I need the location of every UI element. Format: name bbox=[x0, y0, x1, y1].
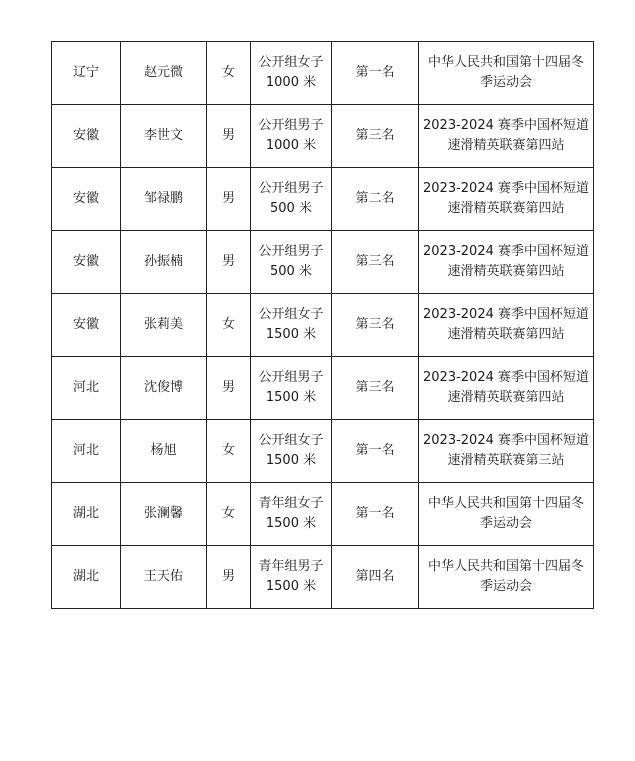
competition-cell: 2023-2024 赛季中国杯短道 速滑精英联赛第四站 bbox=[419, 168, 594, 231]
competition-cell: 2023-2024 赛季中国杯短道 速滑精英联赛第四站 bbox=[419, 105, 594, 168]
rank-cell: 第一名 bbox=[332, 42, 419, 105]
table-row bbox=[52, 294, 594, 357]
rank-cell: 第三名 bbox=[332, 105, 419, 168]
event-cell: 公开组男子 500 米 bbox=[251, 231, 332, 294]
province-cell: 安徽 bbox=[52, 231, 121, 294]
event-cell: 公开组男子 500 米 bbox=[251, 168, 332, 231]
event-cell: 公开组女子 1000 米 bbox=[251, 42, 332, 105]
competition-cell: 中华人民共和国第十四届冬 季运动会 bbox=[419, 42, 594, 105]
event-cell: 公开组女子 1500 米 bbox=[251, 420, 332, 483]
table-row bbox=[52, 420, 594, 483]
gender-cell: 女 bbox=[207, 294, 251, 357]
athlete-name-cell: 邹禄鹏 bbox=[121, 168, 207, 231]
province-cell: 安徽 bbox=[52, 294, 121, 357]
gender-cell: 女 bbox=[207, 42, 251, 105]
competition-cell: 2023-2024 赛季中国杯短道 速滑精英联赛第四站 bbox=[419, 357, 594, 420]
athlete-name-cell: 沈俊博 bbox=[121, 357, 207, 420]
rank-cell: 第二名 bbox=[332, 168, 419, 231]
table-row bbox=[52, 42, 594, 105]
province-cell: 河北 bbox=[52, 357, 121, 420]
rank-cell: 第三名 bbox=[332, 294, 419, 357]
table-row bbox=[52, 168, 594, 231]
gender-cell: 男 bbox=[207, 546, 251, 609]
gender-cell: 女 bbox=[207, 483, 251, 546]
athlete-name-cell: 王天佑 bbox=[121, 546, 207, 609]
gender-cell: 男 bbox=[207, 231, 251, 294]
competition-cell: 中华人民共和国第十四届冬 季运动会 bbox=[419, 546, 594, 609]
event-cell: 青年组男子 1500 米 bbox=[251, 546, 332, 609]
athlete-name-cell: 杨旭 bbox=[121, 420, 207, 483]
athlete-name-cell: 赵元微 bbox=[121, 42, 207, 105]
competition-cell: 2023-2024 赛季中国杯短道 速滑精英联赛第三站 bbox=[419, 420, 594, 483]
table-row bbox=[52, 231, 594, 294]
table-row bbox=[52, 546, 594, 609]
gender-cell: 男 bbox=[207, 105, 251, 168]
province-cell: 辽宁 bbox=[52, 42, 121, 105]
gender-cell: 男 bbox=[207, 357, 251, 420]
athlete-name-cell: 张澜馨 bbox=[121, 483, 207, 546]
competition-cell: 中华人民共和国第十四届冬 季运动会 bbox=[419, 483, 594, 546]
athlete-results-table bbox=[51, 41, 594, 609]
competition-cell: 2023-2024 赛季中国杯短道 速滑精英联赛第四站 bbox=[419, 231, 594, 294]
athlete-name-cell: 孙振楠 bbox=[121, 231, 207, 294]
rank-cell: 第四名 bbox=[332, 546, 419, 609]
province-cell: 安徽 bbox=[52, 168, 121, 231]
province-cell: 湖北 bbox=[52, 546, 121, 609]
province-cell: 湖北 bbox=[52, 483, 121, 546]
province-cell: 安徽 bbox=[52, 105, 121, 168]
athlete-name-cell: 张莉美 bbox=[121, 294, 207, 357]
competition-cell: 2023-2024 赛季中国杯短道 速滑精英联赛第四站 bbox=[419, 294, 594, 357]
event-cell: 公开组男子 1500 米 bbox=[251, 357, 332, 420]
province-cell: 河北 bbox=[52, 420, 121, 483]
rank-cell: 第三名 bbox=[332, 231, 419, 294]
gender-cell: 男 bbox=[207, 168, 251, 231]
table-row bbox=[52, 357, 594, 420]
table-row bbox=[52, 105, 594, 168]
rank-cell: 第三名 bbox=[332, 357, 419, 420]
athlete-name-cell: 李世文 bbox=[121, 105, 207, 168]
rank-cell: 第一名 bbox=[332, 420, 419, 483]
table-row bbox=[52, 483, 594, 546]
gender-cell: 女 bbox=[207, 420, 251, 483]
event-cell: 公开组男子 1000 米 bbox=[251, 105, 332, 168]
event-cell: 公开组女子 1500 米 bbox=[251, 294, 332, 357]
event-cell: 青年组女子 1500 米 bbox=[251, 483, 332, 546]
rank-cell: 第一名 bbox=[332, 483, 419, 546]
